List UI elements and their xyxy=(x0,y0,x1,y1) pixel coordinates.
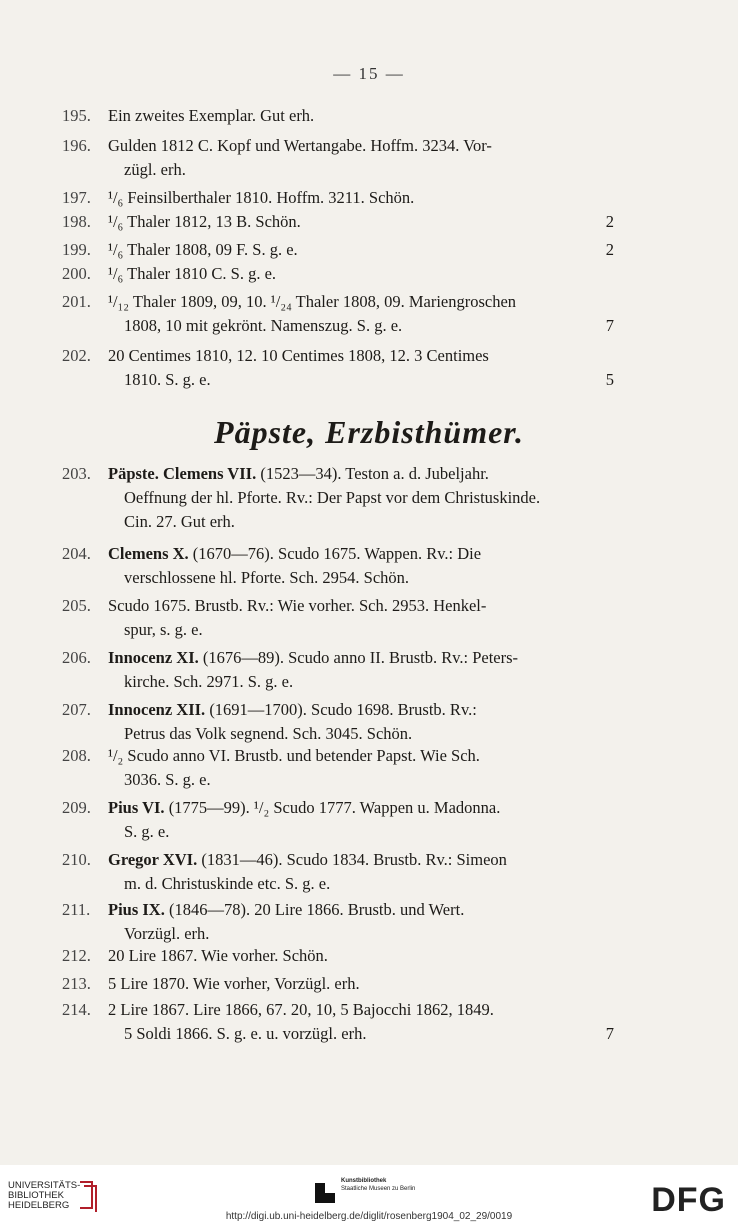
entry-text xyxy=(108,134,492,158)
entry-text-run: ¹/₆ Thaler 1810 C. S. g. e. xyxy=(108,264,277,283)
entry-number: 198. xyxy=(62,212,91,231)
entry-text xyxy=(124,722,412,746)
page-number: — 15 — xyxy=(333,64,405,83)
entry-body xyxy=(108,796,614,844)
entry-body xyxy=(108,698,614,746)
entry-body xyxy=(108,104,614,128)
entry-text-run: zügl. erh. xyxy=(124,160,186,179)
entry-line xyxy=(108,262,614,286)
entry-number: 210. xyxy=(62,850,91,869)
entry-heading: Innocenz XI. xyxy=(108,648,199,667)
entry-body xyxy=(108,944,614,968)
entry-text-run: ¹/₁₂ Thaler 1809, 09, 10. ¹/₂₄ Thaler 1808, 09. Mariengroschen xyxy=(108,292,517,311)
entry-line xyxy=(108,368,614,392)
entry-number: 199. xyxy=(62,240,91,259)
entry-text xyxy=(108,104,314,128)
entry-text xyxy=(108,944,328,968)
entry-heading: Pius IX. xyxy=(108,900,165,919)
entry-body xyxy=(108,744,614,792)
entry-line xyxy=(108,646,614,670)
entry-line xyxy=(108,186,614,210)
entry-body xyxy=(108,238,614,262)
entry-body xyxy=(108,262,614,286)
entry-number: 203. xyxy=(62,464,91,483)
entry-text xyxy=(124,618,203,642)
entry-price: 2 xyxy=(605,212,614,231)
entry-line xyxy=(108,510,614,534)
entry-number: 200. xyxy=(62,264,91,283)
entry-text xyxy=(124,314,402,338)
entry-heading: Gregor XVI. xyxy=(108,850,198,869)
entry-line xyxy=(108,698,614,722)
entry-line xyxy=(108,462,614,486)
entry-text-run: (1846—78). 20 Lire 1866. Brustb. und Wert. xyxy=(164,900,465,919)
entry-heading: Clemens X. xyxy=(108,544,189,563)
entry-text-run: 20 Centimes 1810, 12. 10 Centimes 1808, 12. 3 Centimes xyxy=(108,346,489,365)
entry-line xyxy=(108,1022,614,1046)
entry-text-run: m. d. Christuskinde etc. S. g. e. xyxy=(124,874,331,893)
entry-text xyxy=(108,210,301,234)
entry-text xyxy=(108,848,507,872)
entry-text-run: ¹/₆ Thaler 1812, 13 B. Schön. xyxy=(108,212,301,231)
entry-line xyxy=(108,486,614,510)
entry-body xyxy=(108,186,614,210)
entry-line xyxy=(108,972,614,996)
entry-line xyxy=(108,210,614,234)
entry-text-run: Petrus das Volk segnend. Sch. 3045. Schön. xyxy=(124,724,413,743)
entry-line xyxy=(108,104,614,128)
entry-line xyxy=(108,998,614,1022)
entry-text xyxy=(124,510,235,534)
entry-line xyxy=(108,768,614,792)
entry-text xyxy=(124,922,209,946)
entry-text-run: Oeffnung der hl. Pforte. Rv.: Der Papst vor dem Christuskinde. xyxy=(124,488,541,507)
entry-line xyxy=(108,872,614,896)
entry-number: 201. xyxy=(62,292,91,311)
source-url[interactable]: http://digi.ub.uni-heidelberg.de/diglit/rosenberg1904_02_29/0019 xyxy=(225,1211,513,1222)
entry-line xyxy=(108,820,614,844)
entry-number: 207. xyxy=(62,700,91,719)
entry-body xyxy=(108,210,614,234)
entry-text xyxy=(124,670,293,694)
entry-text-run: (1831—46). Scudo 1834. Brustb. Rv.: Simeon xyxy=(197,850,507,869)
entry-price: 5 xyxy=(605,370,614,389)
entry-text xyxy=(124,768,211,792)
entry-text-run: verschlossene hl. Pforte. Sch. 2954. Schön. xyxy=(124,568,410,587)
entry-line xyxy=(108,344,614,368)
entry-number: 206. xyxy=(62,648,91,667)
entry-line xyxy=(108,238,614,262)
entry-text-run: Gulden 1812 C. Kopf und Wertangabe. Hoffm. 3234. Vor- xyxy=(108,136,492,155)
entry-line xyxy=(108,744,614,768)
entry-number: 197. xyxy=(62,188,91,207)
entry-number: 205. xyxy=(62,596,91,615)
entry-text-run: 3036. S. g. e. xyxy=(124,770,211,789)
entry-text-run: 20 Lire 1867. Wie vorher. Schön. xyxy=(108,946,328,965)
entry-heading: Innocenz XII. xyxy=(108,700,206,719)
entry-text-run: 5 Soldi 1866. S. g. e. u. vorzügl. erh. xyxy=(124,1024,367,1043)
entry-text xyxy=(124,566,409,590)
entry-line xyxy=(108,670,614,694)
entry-body xyxy=(108,344,614,392)
entry-text xyxy=(108,594,486,618)
entry-text xyxy=(124,820,169,844)
entry-text-run: Vorzügl. erh. xyxy=(124,924,210,943)
entry-text-run: 1810. S. g. e. xyxy=(124,370,211,389)
entry-number: 213. xyxy=(62,974,91,993)
entry-number: 209. xyxy=(62,798,91,817)
entry-body xyxy=(108,542,614,590)
entry-text xyxy=(108,998,494,1022)
entry-text xyxy=(108,744,480,768)
entry-text-run: 2 Lire 1867. Lire 1866, 67. 20, 10, 5 Bajocchi 1862, 1849. xyxy=(108,1000,494,1019)
entry-number: 195. xyxy=(62,106,91,125)
entry-text xyxy=(124,486,540,510)
entry-line xyxy=(108,796,614,820)
entry-number: 212. xyxy=(62,946,91,965)
entry-text xyxy=(108,344,489,368)
dfg-logo[interactable]: DFG xyxy=(651,1181,726,1219)
entry-line xyxy=(108,898,614,922)
entry-text xyxy=(124,1022,366,1046)
entry-line xyxy=(108,944,614,968)
entry-text-run: ¹/₂ Scudo anno VI. Brustb. und betender Papst. Wie Sch. xyxy=(108,746,480,765)
ub-logo-icon xyxy=(76,1178,100,1212)
entry-number: 214. xyxy=(62,1000,91,1019)
entry-line xyxy=(108,542,614,566)
entry-body xyxy=(108,898,614,946)
entry-text-run: Cin. 27. Gut erh. xyxy=(124,512,235,531)
entry-text-run: (1670—76). Scudo 1675. Wappen. Rv.: Die xyxy=(188,544,482,563)
entry-line xyxy=(108,848,614,872)
ub-logo-text[interactable]: UNIVERSITÄTS- BIBLIOTHEK HEIDELBERG xyxy=(8,1180,81,1211)
entry-text xyxy=(108,646,518,670)
entry-text xyxy=(108,698,477,722)
entry-line xyxy=(108,566,614,590)
entry-body xyxy=(108,594,614,642)
entry-text xyxy=(124,158,186,182)
entry-line xyxy=(108,134,614,158)
entry-text xyxy=(108,542,481,566)
entry-text xyxy=(108,972,360,996)
entry-body xyxy=(108,462,614,534)
entry-text xyxy=(108,186,414,210)
entry-line xyxy=(108,290,614,314)
entry-text-run: Scudo 1675. Brustb. Rv.: Wie vorher. Sch. 2953. Henkel- xyxy=(108,596,487,615)
entry-text xyxy=(108,262,276,286)
entry-price: 2 xyxy=(605,240,614,259)
entry-text xyxy=(108,290,516,314)
entry-text xyxy=(108,796,500,820)
entry-line xyxy=(108,618,614,642)
entry-price: 7 xyxy=(605,1024,614,1043)
entry-number: 204. xyxy=(62,544,91,563)
entry-line xyxy=(108,722,614,746)
entry-text xyxy=(124,368,211,392)
entry-text-run: kirche. Sch. 2971. S. g. e. xyxy=(124,672,294,691)
entry-text xyxy=(108,462,489,486)
entry-heading: Pius VI. xyxy=(108,798,165,817)
entry-body xyxy=(108,646,614,694)
entry-body xyxy=(108,998,614,1046)
entry-text-run: ¹/₆ Feinsilberthaler 1810. Hoffm. 3211. Schön. xyxy=(108,188,415,207)
entry-line xyxy=(108,158,614,182)
entry-text-run: (1523—34). Teston a. d. Jubeljahr. xyxy=(256,464,489,483)
entry-text xyxy=(108,238,298,262)
entry-text xyxy=(124,872,330,896)
entry-number: 208. xyxy=(62,746,91,765)
entry-text-run: Ein zweites Exemplar. Gut erh. xyxy=(108,106,315,125)
entry-number: 202. xyxy=(62,346,91,365)
entry-price: 7 xyxy=(605,316,614,335)
entry-line xyxy=(108,314,614,338)
entry-text-run: 1808, 10 mit gekrönt. Namenszug. S. g. e. xyxy=(124,316,403,335)
entry-text xyxy=(108,898,464,922)
entry-number: 196. xyxy=(62,136,91,155)
entry-body xyxy=(108,972,614,996)
entry-text-run: (1691—1700). Scudo 1698. Brustb. Rv.: xyxy=(205,700,477,719)
entry-line xyxy=(108,594,614,618)
entry-line xyxy=(108,922,614,946)
entry-text-run: S. g. e. xyxy=(124,822,170,841)
entry-text-run: (1775—99). ¹/₂ Scudo 1777. Wappen u. Madonna. xyxy=(164,798,501,817)
entry-text-run: ¹/₆ Thaler 1808, 09 F. S. g. e. xyxy=(108,240,298,259)
entry-text-run: spur, s. g. e. xyxy=(124,620,203,639)
entry-text-run: 5 Lire 1870. Wie vorher, Vorzügl. erh. xyxy=(108,974,360,993)
kunstbibliothek-logo[interactable]: Kunstbibliothek Staatliche Museen zu Berlin xyxy=(315,1177,415,1193)
kunstbibliothek-icon xyxy=(315,1183,335,1203)
entry-heading: Päpste. Clemens VII. xyxy=(108,464,257,483)
entry-body xyxy=(108,848,614,896)
entry-number: 211. xyxy=(62,900,91,919)
section-title: Päpste, Erzbisthümer. xyxy=(214,414,524,450)
entry-body xyxy=(108,290,614,338)
entry-text-run: (1676—89). Scudo anno II. Brustb. Rv.: Peters- xyxy=(198,648,519,667)
entry-body xyxy=(108,134,614,182)
